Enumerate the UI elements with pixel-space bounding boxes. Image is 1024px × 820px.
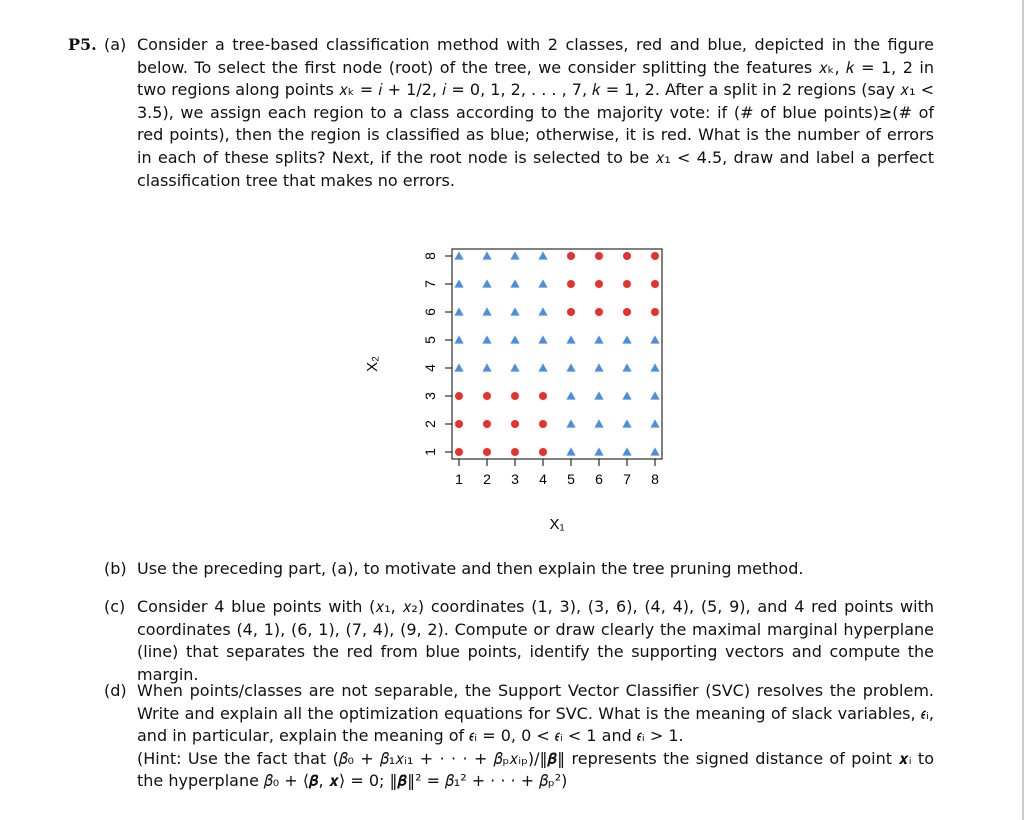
x-tick-label: 7: [623, 471, 631, 487]
blue-point: [482, 363, 491, 371]
blue-point: [538, 279, 547, 287]
y-axis-label: X₂: [364, 356, 381, 372]
blue-point: [622, 335, 631, 343]
blue-point: [510, 307, 519, 315]
blue-point: [594, 447, 603, 455]
red-point: [623, 308, 631, 316]
blue-point: [594, 391, 603, 399]
x-tick-label: 4: [539, 471, 547, 487]
blue-point: [650, 363, 659, 371]
blue-point: [566, 447, 575, 455]
blue-point: [538, 307, 547, 315]
red-point: [539, 392, 547, 400]
blue-point: [538, 363, 547, 371]
part-a-text: Consider a tree-based classification method with 2 classes, red and blue, depicted in the figure below. To select the first node (root) of the tree, we consider splitting the features 𝑥ₖ, 𝑘 = 1, 2 in two regions along points 𝑥ₖ = 𝑖 + 1/2, 𝑖 = 0, 1, 2, . . . , 7, 𝑘 = 1, 2. After a split in 2 regions (say 𝑥₁ < 3.5), we assign each region to a class according to the majority vote: if (# of blue points)≥(# of red points), then the region is classified as blue; otherwise, it is red. What is the number of errors in each of these splits? Next, if the root node is selected to be 𝑥₁ < 4.5, draw and label a perfect classification tree that makes no errors.: [137, 35, 934, 190]
red-point: [455, 392, 463, 400]
blue-point: [650, 447, 659, 455]
red-point: [651, 252, 659, 260]
y-tick-label: 5: [422, 336, 438, 344]
blue-point: [454, 279, 463, 287]
part-b-text: Use the preceding part, (a), to motivate and then explain the tree pruning method.: [137, 559, 804, 578]
blue-point: [454, 363, 463, 371]
red-point: [483, 392, 491, 400]
red-point: [511, 420, 519, 428]
x-tick-label: 5: [567, 471, 575, 487]
blue-point: [650, 335, 659, 343]
x-tick-label: 1: [455, 471, 463, 487]
blue-point: [622, 419, 631, 427]
red-point: [455, 448, 463, 456]
blue-point: [454, 335, 463, 343]
scatter-plot: [350, 235, 690, 545]
blue-point: [454, 307, 463, 315]
blue-point: [510, 335, 519, 343]
y-tick-label: 7: [422, 280, 438, 288]
problem-number: P5.: [68, 35, 97, 54]
blue-point: [566, 391, 575, 399]
x-tick-label: 6: [595, 471, 603, 487]
blue-point: [482, 307, 491, 315]
red-point: [651, 308, 659, 316]
red-point: [595, 252, 603, 260]
red-point: [623, 252, 631, 260]
red-point: [539, 448, 547, 456]
red-point: [483, 420, 491, 428]
part-d-text: When points/classes are not separable, the Support Vector Classifier (SVC) resolves the problem. Write and explain all the optimization equations for SVC. What is the meaning of slack variables, 𝜖ᵢ, and in particular, explain the meaning of 𝜖ᵢ = 0, 0 < 𝜖ᵢ < 1 and 𝜖ᵢ > 1.: [137, 681, 934, 746]
red-point: [455, 420, 463, 428]
blue-point: [566, 363, 575, 371]
y-tick-label: 4: [422, 364, 438, 372]
blue-point: [482, 251, 491, 259]
y-tick-label: 1: [422, 448, 438, 456]
blue-point: [594, 335, 603, 343]
blue-point: [510, 363, 519, 371]
blue-point: [482, 279, 491, 287]
blue-point: [594, 419, 603, 427]
x-axis-label: X₁: [549, 516, 565, 533]
blue-point: [538, 251, 547, 259]
red-point: [595, 308, 603, 316]
blue-point: [622, 391, 631, 399]
y-tick-label: 2: [422, 420, 438, 428]
part-d-label: (d): [104, 681, 127, 700]
red-point: [511, 392, 519, 400]
red-point: [567, 308, 575, 316]
red-point: [651, 280, 659, 288]
blue-point: [538, 335, 547, 343]
part-c-label: (c): [104, 597, 126, 616]
part-b-label: (b): [104, 559, 127, 578]
red-point: [567, 280, 575, 288]
blue-point: [622, 363, 631, 371]
part-c-text: Consider 4 blue points with (𝑥₁, 𝑥₂) coordinates (1, 3), (3, 6), (4, 4), (5, 9), and 4 red points with coordinates (4, 1), (6, 1), (7, 4), (9, 2). Compute or draw clearly the maximal marginal hyperplane (line) that separates the red from blue points, identify the supporting vectors and compute the margin.: [137, 597, 934, 684]
x-tick-label: 2: [483, 471, 491, 487]
blue-point: [650, 419, 659, 427]
x-tick-label: 3: [511, 471, 519, 487]
part-d-body: [137, 680, 934, 793]
blue-point: [482, 335, 491, 343]
blue-point: [510, 251, 519, 259]
red-point: [595, 280, 603, 288]
blue-point: [650, 391, 659, 399]
part-a-label: (a): [104, 35, 127, 54]
blue-point: [566, 419, 575, 427]
x-tick-label: 8: [651, 471, 659, 487]
red-point: [483, 448, 491, 456]
blue-point: [566, 335, 575, 343]
blue-point: [594, 363, 603, 371]
blue-point: [510, 279, 519, 287]
blue-point: [454, 251, 463, 259]
part-d-hint: (Hint: Use the fact that (𝛽₀ + 𝛽₁𝑥ᵢ₁ + · · · + 𝛽ₚ𝑥ᵢₚ)/‖𝜷‖ represents the signed distance of point 𝒙ᵢ to the hyperplane 𝛽₀ + ⟨𝜷, 𝒙⟩ = 0; ‖𝜷‖² = 𝛽₁² + · · · + 𝛽ₚ²): [137, 748, 934, 791]
y-tick-label: 6: [422, 308, 438, 316]
red-point: [539, 420, 547, 428]
y-tick-label: 3: [422, 392, 438, 400]
y-tick-label: 8: [422, 252, 438, 260]
red-point: [511, 448, 519, 456]
red-point: [623, 280, 631, 288]
blue-point: [622, 447, 631, 455]
red-point: [567, 252, 575, 260]
